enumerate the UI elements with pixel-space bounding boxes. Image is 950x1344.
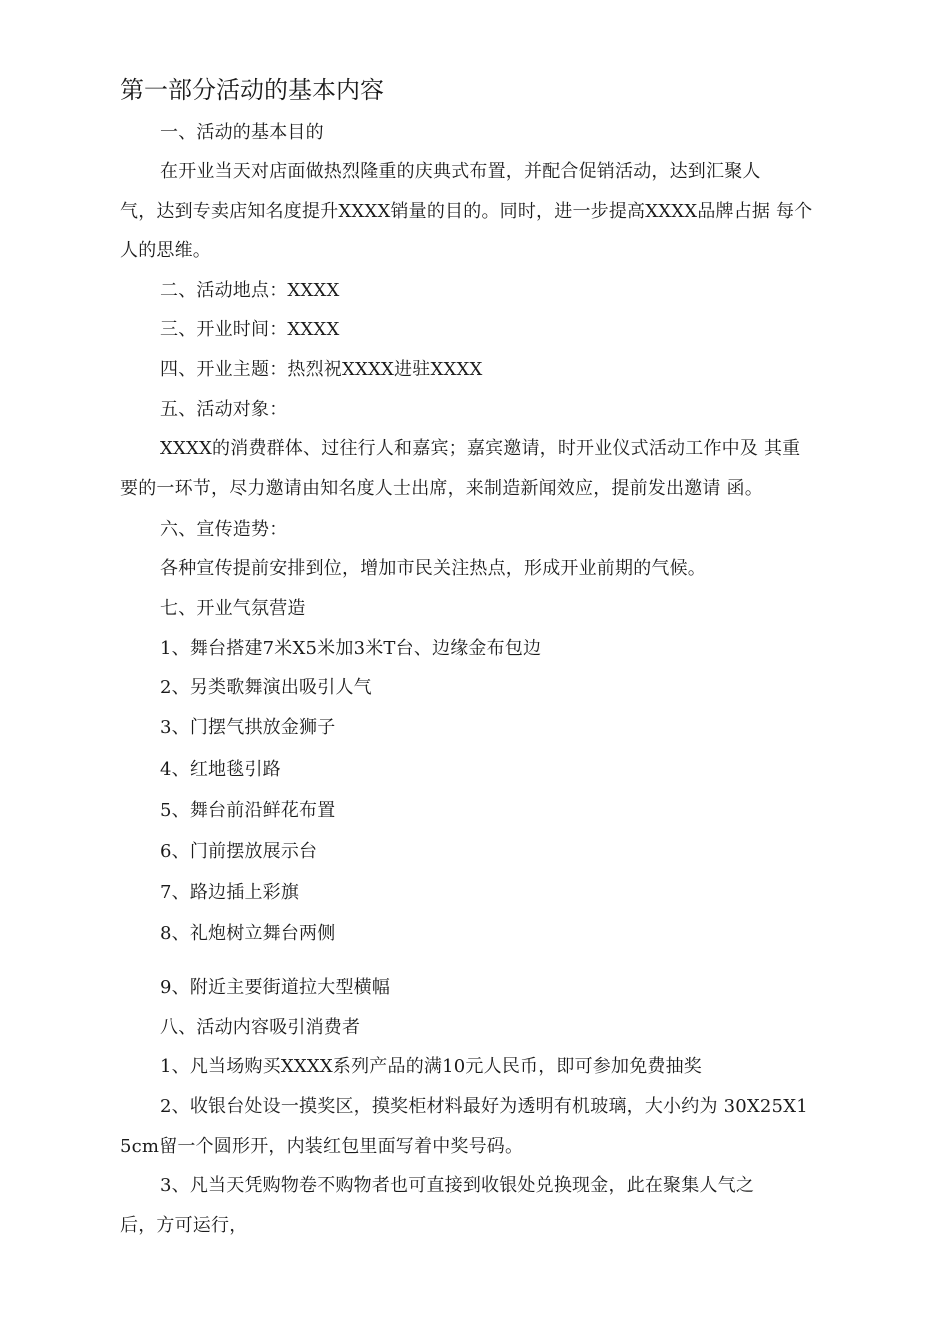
list-item: 5、舞台前沿鲜花布置 xyxy=(160,800,336,821)
section-1-paragraph-line-1: 在开业当天对店面做热烈隆重的庆典式布置，并配合促销活动，达到汇聚人 xyxy=(160,161,761,182)
list-item: 6、门前摆放展示台 xyxy=(160,841,318,862)
section-2-location: 二、活动地点：XXXX xyxy=(160,280,340,301)
section-8-item-3-line-1: 3、凡当天凭购物卷不购物者也可直接到收银处兑换现金，此在聚集人气之 xyxy=(160,1175,755,1196)
list-item: 4、红地毯引路 xyxy=(160,759,281,780)
section-8-item-3-line-2: 后，方可运行， xyxy=(120,1215,248,1236)
section-5-heading: 五、活动对象： xyxy=(160,399,288,420)
section-8-item-1: 1、凡当场购买XXXX系列产品的满10元人民币，即可参加免费抽奖 xyxy=(160,1056,703,1077)
list-item: 1、舞台搭建7米X5米加3米T台、边缘金布包边 xyxy=(160,638,542,659)
section-8-item-2-line-2: 5cm留一个圆形开，内装红包里面写着中奖号码。 xyxy=(120,1136,524,1157)
section-5-paragraph-line-1: XXXX的消费群体、过往行人和嘉宾；嘉宾邀请，时开业仪式活动工作中及 其重 xyxy=(160,438,801,459)
page-title: 第一部分活动的基本内容 xyxy=(120,76,384,104)
section-8-heading: 八、活动内容吸引消费者 xyxy=(160,1017,361,1038)
section-6-paragraph: 各种宣传提前安排到位，增加市民关注热点，形成开业前期的气候。 xyxy=(160,558,706,579)
section-3-time: 三、开业时间：XXXX xyxy=(160,319,340,340)
section-1-paragraph-line-3: 人的思维。 xyxy=(120,240,211,261)
list-item: 2、另类歌舞演出吸引人气 xyxy=(160,677,372,698)
section-7-heading: 七、开业气氛营造 xyxy=(160,598,306,619)
section-1-heading: 一、活动的基本目的 xyxy=(160,122,324,143)
list-item: 3、门摆气拱放金狮子 xyxy=(160,717,336,738)
list-item: 8、礼炮树立舞台两侧 xyxy=(160,923,336,944)
list-item: 7、路边插上彩旗 xyxy=(160,882,300,903)
section-5-paragraph-line-2: 要的一环节，尽力邀请由知名度人士出席，来制造新闻效应，提前发出邀请 函。 xyxy=(120,478,763,499)
section-6-heading: 六、宣传造势： xyxy=(160,519,288,540)
section-1-paragraph-line-2: 气，达到专卖店知名度提升XXXX销量的目的。同时，进一步提高XXXX品牌占据 每个 xyxy=(120,201,813,222)
section-8-item-2-line-1: 2、收银台处设一摸奖区，摸奖柜材料最好为透明有机玻璃，大小约为 30X25X1 xyxy=(160,1096,808,1117)
section-4-theme: 四、开业主题：热烈祝XXXX进驻XXXX xyxy=(160,359,483,380)
list-item: 9、附近主要街道拉大型横幅 xyxy=(160,977,391,998)
